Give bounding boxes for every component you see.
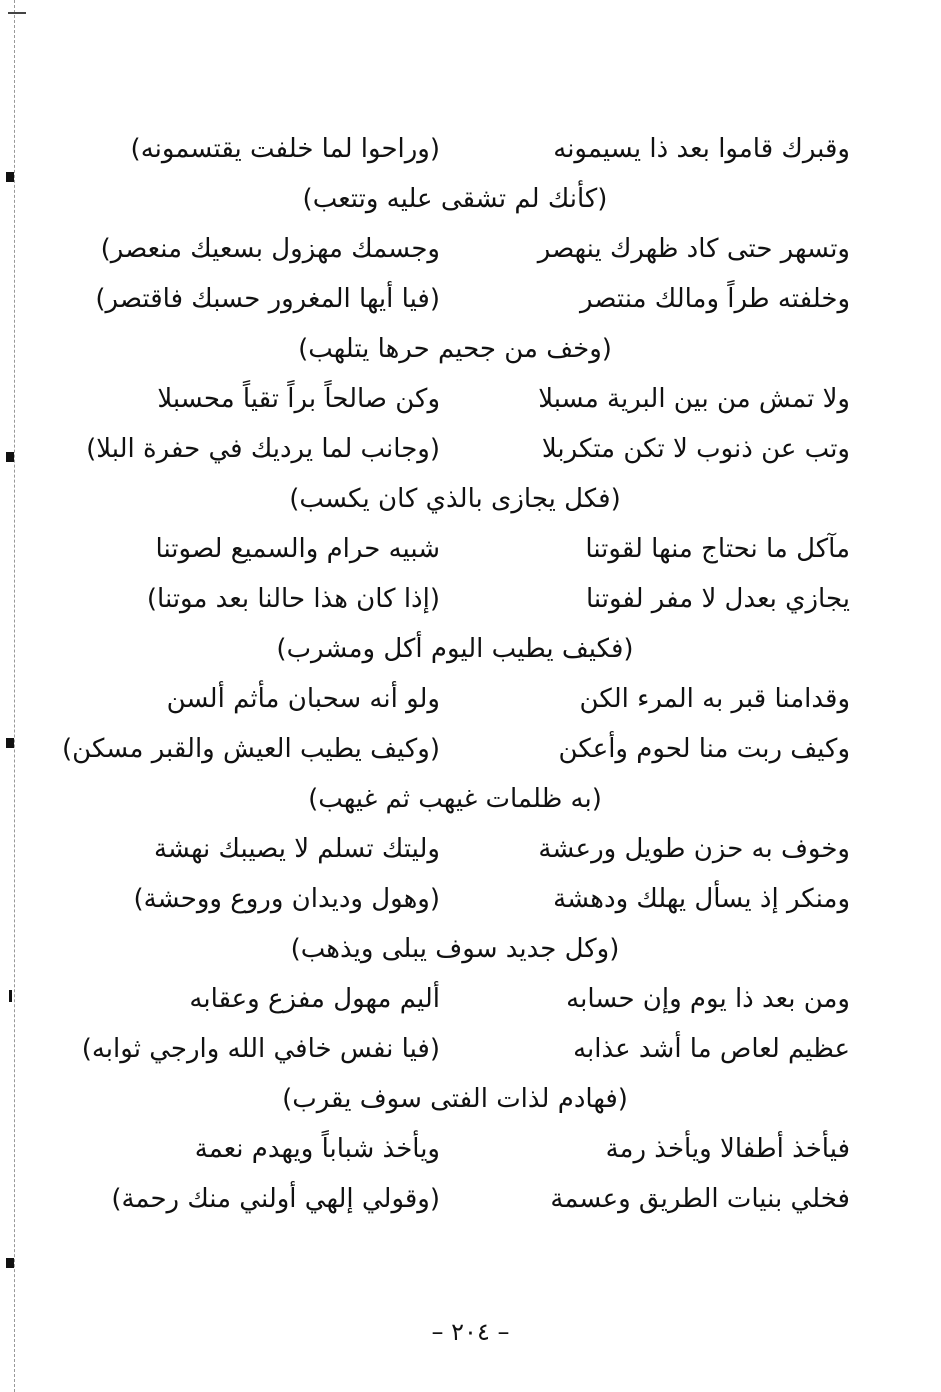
verse-line: [60, 1174, 850, 1224]
second-hemistich: أليم مهول مفزع وعقابه: [189, 984, 440, 1014]
corner-mark: [8, 12, 26, 14]
refrain-line: (كأنك لم تشقى عليه وتتعب): [302, 184, 608, 214]
second-hemistich: (إذا كان هذا حالنا بعد موتنا): [146, 584, 440, 614]
first-hemistich: وتسهر حتى كاد ظهرك ينهصر: [537, 234, 850, 264]
first-hemistich: وخوف به حزن طويل ورعشة: [538, 834, 850, 864]
verse-line: [60, 524, 850, 574]
poem-body: [60, 124, 850, 1224]
first-hemistich: وتب عن ذنوب لا تكن متكربلا: [541, 434, 850, 464]
first-hemistich: ومن بعد ذا يوم وإن حسابه: [566, 984, 850, 1014]
refrain-line: (به ظلمات غيهب ثم غيهب): [308, 784, 602, 814]
first-hemistich: وقدامنا قبر به المرء الكن: [579, 684, 850, 714]
second-hemistich: وجسمك مهزول بسعيك منعصر): [100, 234, 440, 264]
verse-line: [60, 824, 850, 874]
verse-line: [60, 374, 850, 424]
first-hemistich: عظيم لعاص ما أشد عذابه: [573, 1034, 850, 1064]
verse-line: [60, 674, 850, 724]
first-hemistich: يجازي بعدل لا مفر لفوتنا: [586, 584, 850, 614]
verse-line: [60, 1124, 850, 1174]
first-hemistich: وكيف ربت منا لحوم وأعكن: [558, 734, 850, 764]
page-number: – ٢٠٤ –: [431, 1318, 510, 1346]
refrain-line: (وخف من جحيم حرها يتلهب): [298, 334, 612, 364]
verse-line: [60, 1024, 850, 1074]
second-hemistich: (وكيف يطيب العيش والقبر مسكن): [62, 734, 440, 764]
second-hemistich: (فيا نفس خافي الله وارجي ثوابه): [81, 1034, 440, 1064]
second-hemistich: (وهول وديدان وروع ووحشة): [133, 884, 440, 914]
refrain-line: (فكيف يطيب اليوم أكل ومشرب): [276, 634, 634, 664]
first-hemistich: ولا تمش من بين البرية مسبلا: [538, 384, 850, 414]
verse-line: [60, 974, 850, 1024]
first-hemistich: ومنكر إذ يسأل يهلك ودهشة: [553, 884, 850, 914]
second-hemistich: (فيا أيها المغرور حسبك فاقتصر): [95, 284, 440, 314]
verse-line: [60, 724, 850, 774]
binding-hole-mark: [6, 738, 14, 748]
first-hemistich: وقبرك قاموا بعد ذا يسيمونه: [553, 134, 850, 164]
second-hemistich: (وجانب لما يرديك في حفرة البلا): [86, 434, 440, 464]
second-hemistich: وليتك تسلم لا يصيبك نهشة: [153, 834, 440, 864]
margin-rule: [14, 0, 15, 1392]
verse-line: [60, 224, 850, 274]
first-hemistich: مآكل ما نحتاج منها لقوتنا: [585, 534, 850, 564]
second-hemistich: (وقولي إلهي أولني منك رحمة): [111, 1184, 440, 1214]
second-hemistich: (وراحوا لما خلفت يقتسمونه): [130, 134, 440, 164]
verse-line: [60, 424, 850, 474]
verse-line: [60, 274, 850, 324]
refrain-line: (فكل يجازى بالذي كان يكسب): [289, 484, 621, 514]
first-hemistich: فيأخذ أطفالا ويأخذ رمة: [605, 1134, 850, 1164]
verse-line: [60, 874, 850, 924]
second-hemistich: وكن صالحاً براً تقياً محسبلا: [157, 384, 440, 414]
binding-bar-mark: [9, 990, 12, 1002]
verse-line: [60, 124, 850, 174]
second-hemistich: ولو أنه سحبان مأثم ألسن: [166, 684, 440, 714]
first-hemistich: فخلي بنيات الطريق وعسمة: [550, 1184, 850, 1214]
binding-hole-mark: [6, 172, 14, 182]
second-hemistich: شبيه حرام والسميع لصوتنا: [155, 534, 440, 564]
refrain-line: (فهادم لذات الفتى سوف يقرب): [282, 1084, 628, 1114]
first-hemistich: وخلفته طراً ومالك منتصر: [580, 284, 850, 314]
verse-line: [60, 574, 850, 624]
refrain-line: (وكل جديد سوف يبلى ويذهب): [290, 934, 620, 964]
binding-hole-mark: [6, 1258, 14, 1268]
binding-hole-mark: [6, 452, 14, 462]
second-hemistich: ويأخذ شباباً ويهدم نعمة: [194, 1134, 440, 1164]
